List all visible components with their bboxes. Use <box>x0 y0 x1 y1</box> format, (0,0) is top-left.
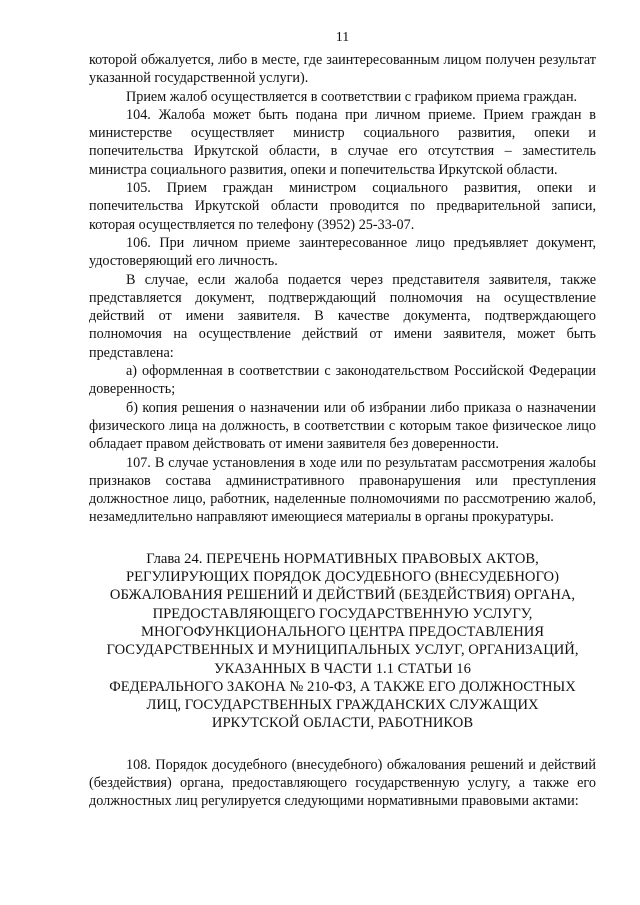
paragraph-108: 108. Порядок досудебного (внесудебного) обжалования решений и действий (бездействия) органа, предоставляющего государственную услугу, а также его должностных лиц регулируется следующими нормативными правовыми актами: <box>89 756 596 810</box>
paragraph-complaint-schedule: Прием жалоб осуществляется в соответствии с графиком приема граждан. <box>126 88 578 105</box>
chapter-heading-line: МНОГОФУНКЦИОНАЛЬНОГО ЦЕНТРА ПРЕДОСТАВЛЕНИЯ <box>140 623 545 640</box>
paragraph-107: 107. В случае установления в ходе или по результатам рассмотрения жалобы признаков состава административного правонарушения или преступления должностное лицо, работник, наделенные полномочиями по рассмотрению жалоб, незамедлительно направляют имеющиеся материалы в органы прокуратуры. <box>89 454 596 526</box>
chapter-heading-line: РЕГУЛИРУЮЩИХ ПОРЯДОК ДОСУДЕБНОГО (ВНЕСУДЕБНОГО) <box>126 569 559 586</box>
paragraph-representative: В случае, если жалоба подается через представителя заявителя, также представляется документ, подтверждающий полномочия на осуществление действий от имени заявителя. В качестве документа, подтверждающего полномочия на осуществление действий от имени заявителя, может быть представлена: <box>89 271 596 361</box>
paragraph-item-b: б) копия решения о назначении или об избрании либо приказа о назначении физического лица на должность, в соответствии с которым такое физическое лицо обладает правом действовать от имени заявителя без доверенности. <box>89 399 596 453</box>
paragraph-106: 106. При личном приеме заинтересованное лицо предъявляет документ, удостоверяющий его личность. <box>89 234 596 270</box>
paragraph-104: 104. Жалоба может быть подана при личном приеме. Прием граждан в министерстве осуществляет министр социального развития, опеки и попечительства Иркутской области, в случае его отсутствия – заместитель министра социального развития, опеки и попечительства Иркутской области. <box>89 106 596 178</box>
chapter-heading-line: Глава 24. ПЕРЕЧЕНЬ НОРМАТИВНЫХ ПРАВОВЫХ АКТОВ, <box>146 550 539 567</box>
chapter-heading-line: ФЕДЕРАЛЬНОГО ЗАКОНА № 210-ФЗ, А ТАКЖЕ ЕГО ДОЛЖНОСТНЫХ <box>109 678 576 695</box>
chapter-heading-line: ОБЖАЛОВАНИЯ РЕШЕНИЙ И ДЕЙСТВИЙ (БЕЗДЕЙСТВИЯ) ОРГАНА, <box>109 587 576 604</box>
chapter-heading <box>89 550 596 733</box>
paragraph-item-a: а) оформленная в соответствии с законодательством Российской Федерации доверенность; <box>89 363 596 398</box>
chapter-heading-line: ЛИЦ, ГОСУДАРСТВЕННЫХ ГРАЖДАНСКИХ СЛУЖАЩИХ <box>146 697 539 714</box>
page-number: 11 <box>335 30 350 45</box>
chapter-heading-line: ИРКУТСКОЙ ОБЛАСТИ, РАБОТНИКОВ <box>211 715 474 732</box>
chapter-heading-line: ГОСУДАРСТВЕННЫХ И МУНИЦИПАЛЬНЫХ УСЛУГ, ОРГАНИЗАЦИЙ, <box>106 642 579 659</box>
chapter-heading-line: ПРЕДОСТАВЛЯЮЩЕГО ГОСУДАРСТВЕННУЮ УСЛУГУ, <box>152 605 533 622</box>
chapter-heading-line: УКАЗАННЫХ В ЧАСТИ 1.1 СТАТЬИ 16 <box>214 660 471 677</box>
paragraph-continuation: которой обжалуется, либо в месте, где заинтересованным лицом получен результат указанной государственной услуги). <box>89 52 596 87</box>
paragraph-105: 105. Прием граждан министром социального развития, опеки и попечительства Иркутской области проводится по предварительной записи, которая осуществляется по телефону (3952) 25-33-07. <box>89 180 596 233</box>
